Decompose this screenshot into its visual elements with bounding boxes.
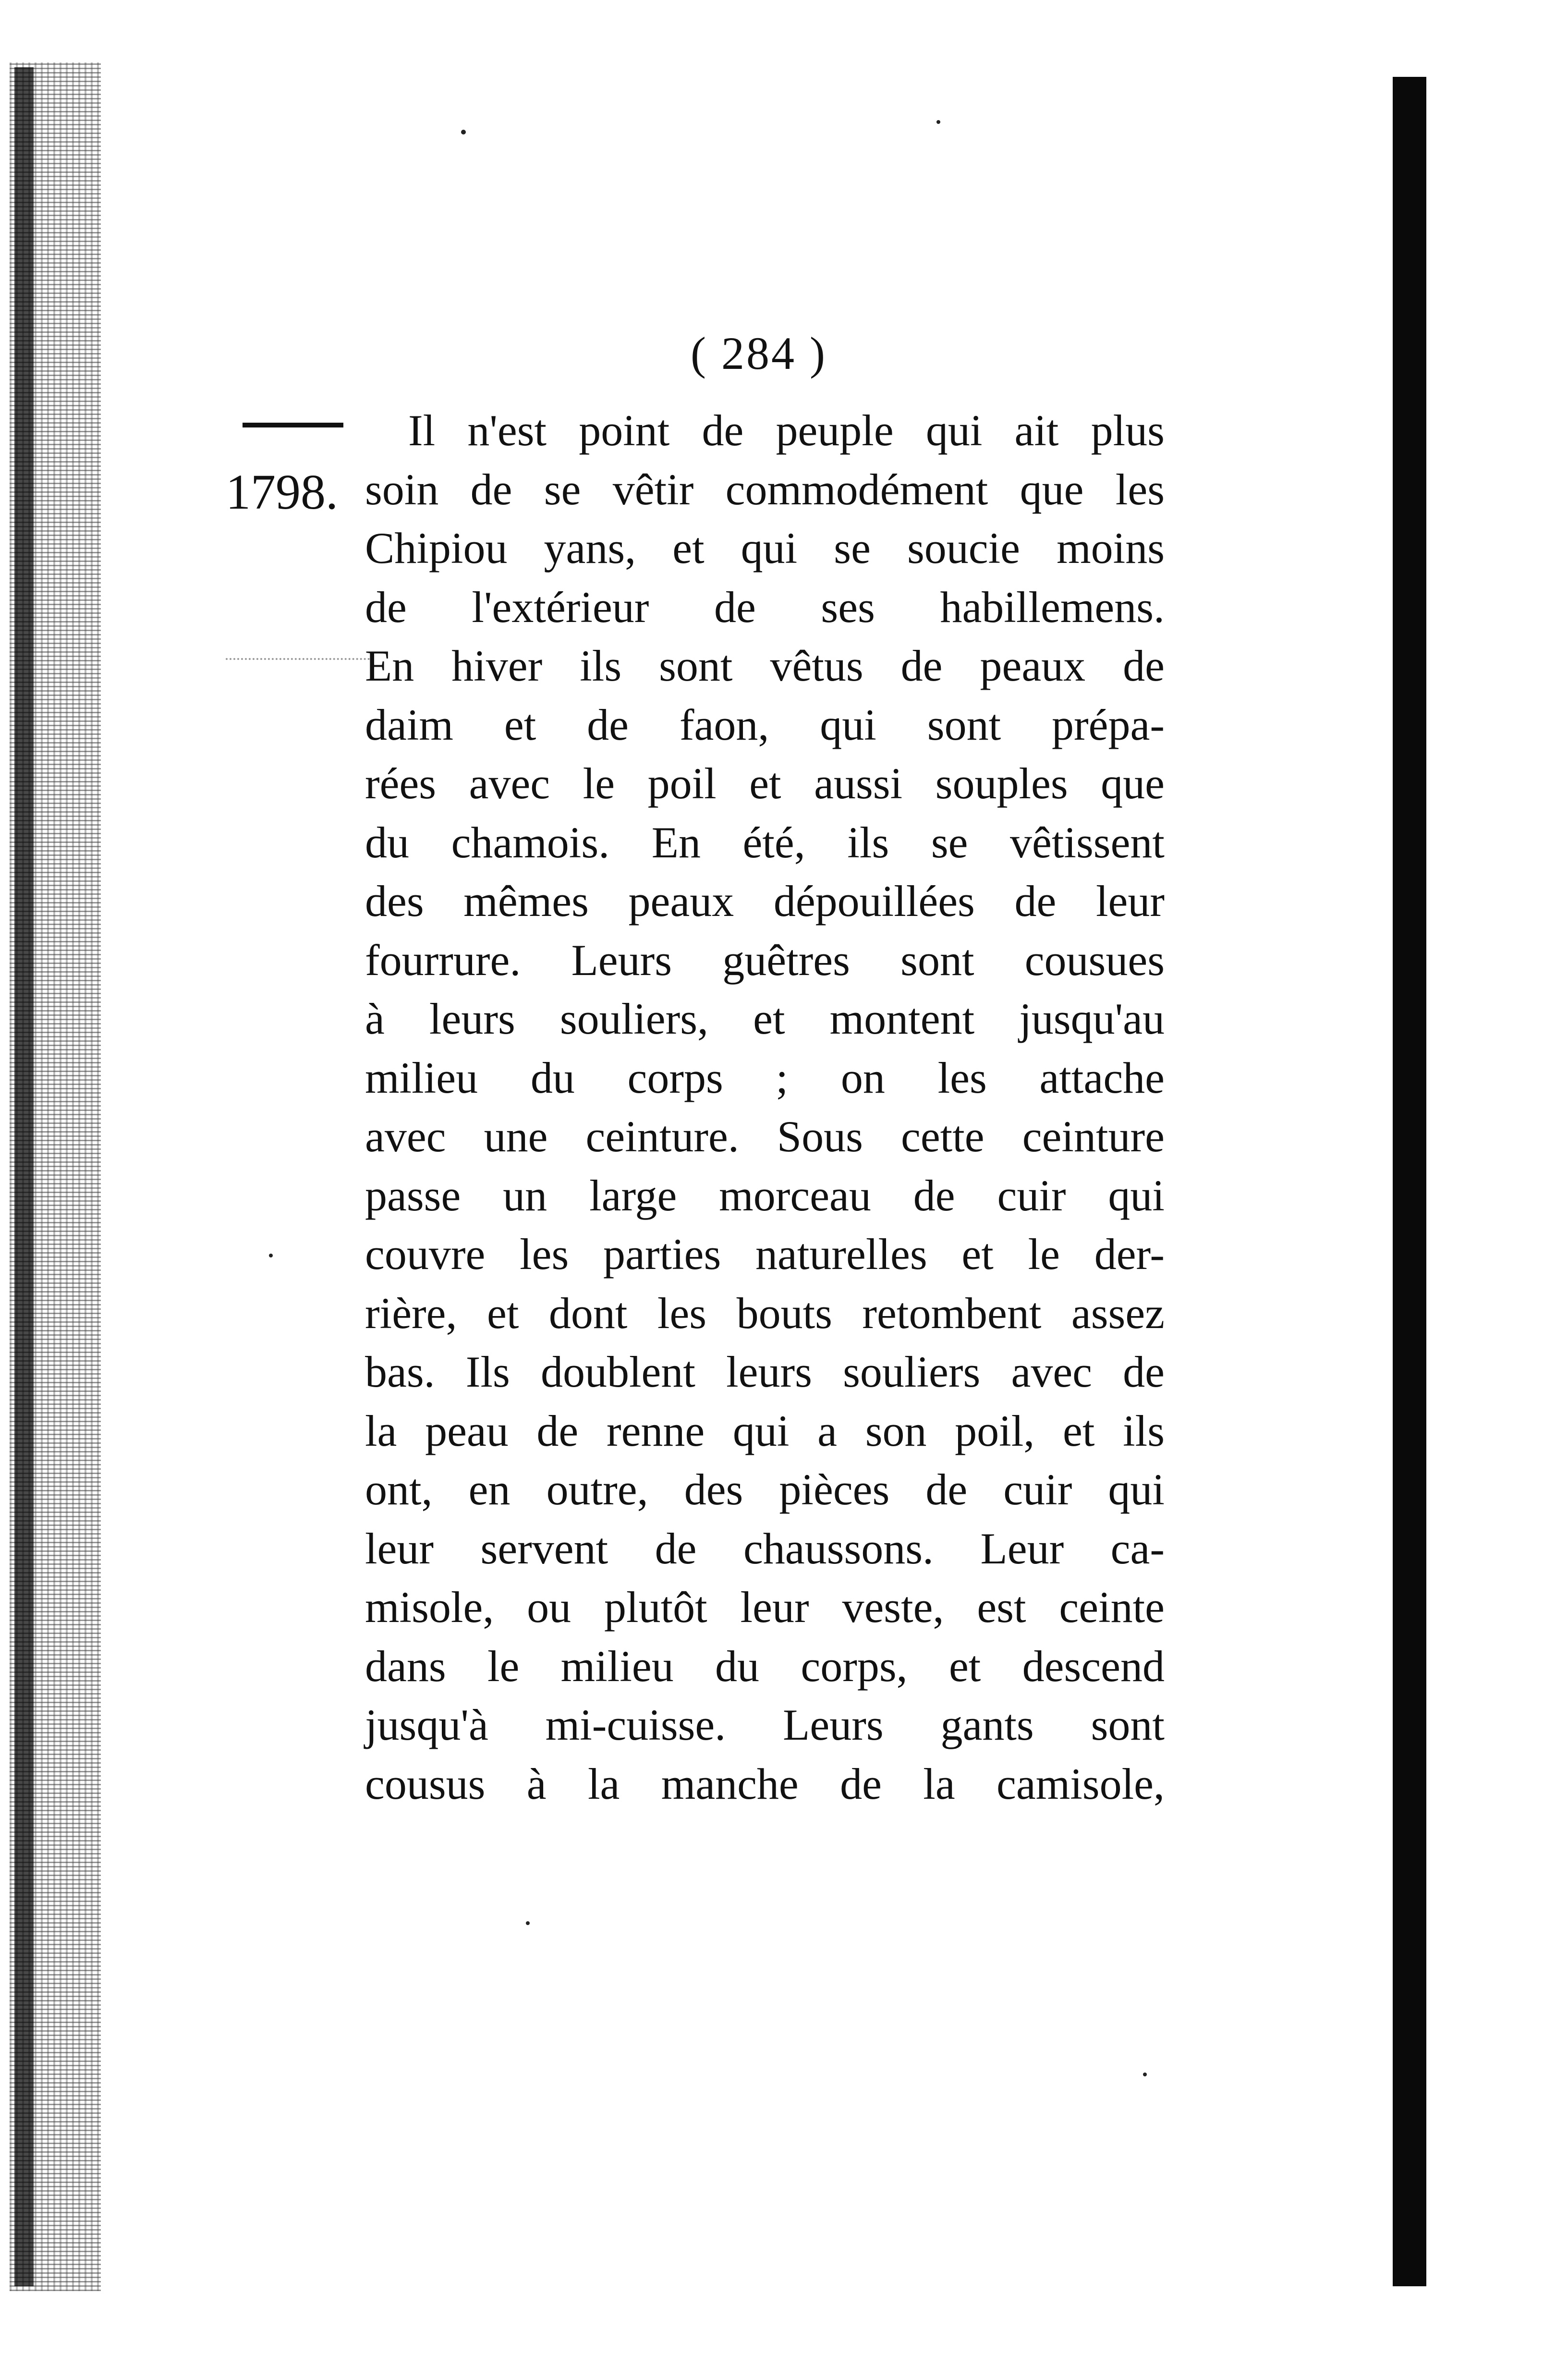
torn-binding-edge	[10, 62, 101, 2291]
text-line: En hiver ils sont vêtus de peaux de	[365, 641, 1165, 690]
text-line: avec une ceinture. Sous cette ceinture	[365, 1112, 1165, 1161]
text-line: milieu du corps ; on les attache	[365, 1053, 1165, 1102]
page-edge-bar	[1393, 77, 1426, 2286]
text-line: jusqu'à mi-cuisse. Leurs gants sont	[365, 1700, 1165, 1749]
text-line: rées avec le poil et aussi souples que	[365, 759, 1165, 808]
text-line: du chamois. En été, ils se vêtissent	[365, 817, 1165, 867]
text-line: ont, en outre, des pièces de cuir qui	[365, 1465, 1165, 1514]
text-line: des mêmes peaux dépouillées de leur	[365, 877, 1165, 926]
ink-speck	[1143, 2073, 1147, 2076]
text-line: fourrure. Leurs guêtres sont cousues	[365, 935, 1165, 985]
text-line: dans le milieu du corps, et descend	[365, 1641, 1165, 1691]
text-line: misole, ou plutôt leur veste, est ceinte	[365, 1583, 1165, 1632]
text-line: soin de se vêtir commodément que les	[365, 464, 1165, 514]
margin-dash	[243, 423, 343, 427]
ink-speck	[526, 1921, 530, 1925]
text-line: bas. Ils doublent leurs souliers avec de	[365, 1347, 1165, 1396]
faint-rule	[226, 658, 370, 660]
text-line: la peau de renne qui a son poil, et ils	[365, 1406, 1165, 1455]
text-line: Il n'est point de peuple qui ait plus	[408, 406, 1165, 455]
text-line: de l'extérieur de ses habillemens.	[365, 582, 1165, 632]
ink-speck	[461, 130, 466, 134]
text-line: cousus à la manche de la camisole,	[365, 1759, 1165, 1808]
text-line: couvre les parties naturelles et le der-	[365, 1230, 1165, 1279]
text-line: leur servent de chaussons. Leur ca-	[365, 1524, 1165, 1573]
text-line: à leurs souliers, et montent jusqu'au	[365, 994, 1165, 1043]
ink-speck	[936, 120, 940, 124]
ink-speck	[269, 1254, 273, 1257]
text-line: Chipiou yans, et qui se soucie moins	[365, 524, 1165, 573]
text-line: rière, et dont les bouts retombent assez	[365, 1288, 1165, 1338]
text-line: passe un large morceau de cuir qui	[365, 1171, 1165, 1220]
text-line: daim et de faon, qui sont prépa-	[365, 700, 1165, 749]
page-number: ( 284 )	[691, 328, 827, 379]
margin-year: 1798.	[226, 464, 338, 520]
body-text	[365, 401, 1165, 1813]
